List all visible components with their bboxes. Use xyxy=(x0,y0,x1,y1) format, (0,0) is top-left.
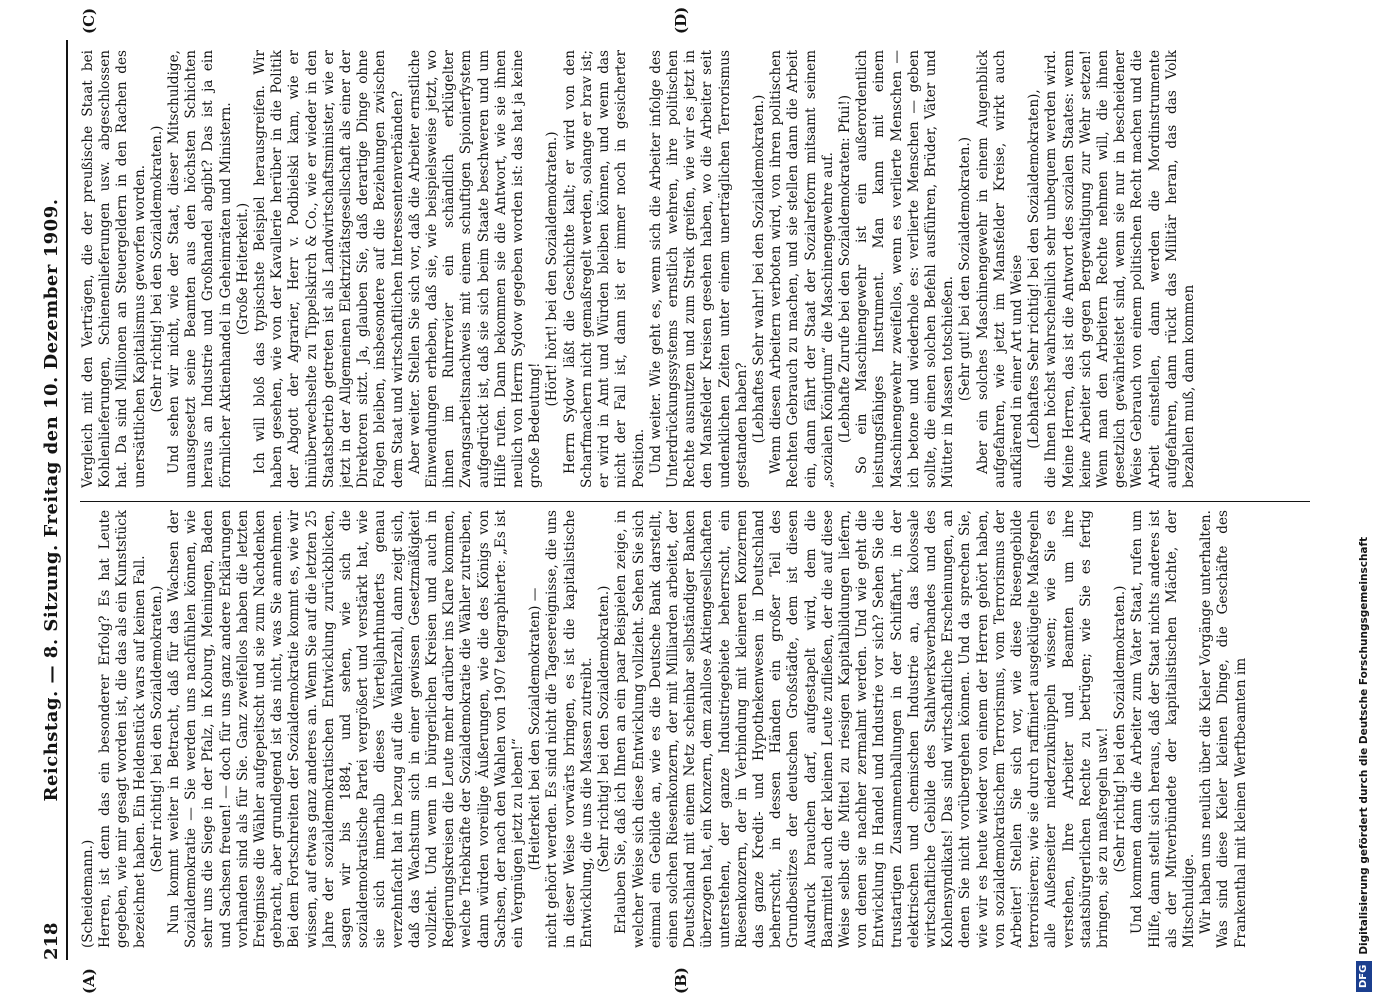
paragraph: Und weiter. Wie geht es, wenn sich die Arbeiter infolge des Unterdrückungssystems ernstlich wehren, ihre politischen Rechte ausnutzen und zum Streik greifen, wie wir es jetzt in den Mansfelder Kreisen gesehen haben, wo die Arbeiter seit undenklichen Zeiten unter einem unerträglichen Terrorismus gestanden haben? xyxy=(647,50,750,488)
paragraph: Und sehen wir nicht, wie der Staat, dieser Mitschuldige, unausgesetzt seine Beamten aus den höchsten Schichten heraus an Industrie und Großhandel abgibt? Das ist ja ein förmlicher Aktienhandel in Geheimräten und Ministern. xyxy=(166,50,234,488)
left-column xyxy=(80,510,1310,948)
running-title: Reichstag. — 8. Sitzung. Freitag den 10. Dezember 1909. xyxy=(41,198,62,802)
margin-marker-a: (A) xyxy=(80,968,98,994)
digitization-credit xyxy=(1353,8,1375,992)
paragraph: Aber weiter. Stellen Sie sich vor, daß die Arbeiter ernstliche Einwendungen erheben, daß sie, wie beispielsweise jetzt, wo ihnen im Ruhrrevier ein schändlich erklügelter Zwangsarbeitsnachweis mit einem schuftigen Spionierfystem aufgedrückt ist, daß sie sich beim Staate beschweren und um Hilfe rufen. Dann bekommen sie die Antwort, wie sie ihnen neulich von Herrn Sydow gegeben worden ist: das hat ja keine große Bedeutung! xyxy=(406,50,544,488)
interjection: (Lebhafte Zurufe bei den Sozialdemokraten: Pfui!) xyxy=(836,94,853,444)
credit-text: Digitalisierung gefördert durch die Deutsche Forschungsgemeinschaft xyxy=(1358,536,1370,955)
interjection: (Sehr richtig! bei den Sozialdemokraten.) xyxy=(596,585,613,873)
page-number: 218 xyxy=(41,922,62,960)
paragraph: Herrn Sydow läßt die Geschichte kalt; er wird von den Scharfmachern nicht gemaßregelt werden, solange er brav ist; er wird in Amt und Würden bleiben können, und wenn das nicht der Fall ist, dann ist er immer noch in gesicherter Position. xyxy=(561,50,647,488)
rotated-newspaper-page xyxy=(40,6,1320,994)
column-divider xyxy=(80,501,1310,502)
paragraph: die Ihnen höchst wahrscheinlich sehr unbequem werden wird. Meine Herren, das ist die Antwort des sozialen Staates: wenn keine Arbeiter sich gegen Bergewaltigung zur Wehr setzen! Wenn man den Arbeitern Rechte nehmen will, die ihnen gesetzlich gewährleistet sind, wenn sie nur in bescheidener Weise Gebrauch von einem politischen Recht machen und die Arbeit einstellen, dann werden die Mordinstrumente aufgefahren, dann rückt das Militär heran, das das Volk bezahlen muß, dann kommen xyxy=(1043,50,1197,488)
paragraph: Herren, ist denn das ein besonderer Erfolg? Es hat Leute gegeben, wie mir gesagt worden ist, die das als ein Kunststück bezeichnet haben. Ein Heldenstück wars auf keinen Fall. xyxy=(97,510,148,948)
paragraph: nicht gehört werden. Es sind nicht die Tagesereignisse, die uns in dieser Weise vorwärts bringen, es ist die kapitalistische Entwicklung, die uns die Massen zutreibt. xyxy=(544,510,595,948)
paragraph: (Scheidemann.) xyxy=(80,839,96,948)
margin-marker-c: (C) xyxy=(80,7,98,34)
page-header xyxy=(40,40,68,960)
paragraph: So ein Maschinengewehr ist ein außerordentlich leistungsfähiges Instrument. Man kann mit einem Maschinengewehr zweifellos, wenn es verlierte Menschen — ich betone und wiederhole es: verlierte Menschen — geben sollte, die einen solchen Befehl ausführen, Brüder, Väter und Mütter in Massen totschießen. xyxy=(854,50,957,488)
paragraph: Und kommen dann die Arbeiter zum Vater Staat, rufen um Hilfe, dann stellt sich heraus, daß der Staat nichts anderes ist als der Mitverbündete der kapitalistischen Mächte, der Mitschuldige. xyxy=(1129,510,1197,948)
margin-marker-d: (D) xyxy=(672,6,690,34)
paragraph: Aber ein solches Maschinengewehr in einem Augenblick aufgefahren, wie jetzt im Mansfelder Kreise, wirkt auch aufklärend in einer Art und Weise xyxy=(974,50,1025,488)
interjection: (Lebhaftes Sehr richtig! bei den Sozialdemokraten), xyxy=(1026,89,1043,449)
interjection: (Sehr richtig! bei den Sozialdemokraten.) xyxy=(148,585,165,873)
dfg-logo: DFG xyxy=(1356,961,1372,992)
paragraph: Vergleich mit den Verträgen, die der preußische Staat bei Kohlenlieferungen, Schienenlieferungen usw. abgeschlossen hat. Da sind Millionen an Steuergeldern in den Rachen des unersättlichen Kapitalismus geworfen worden. xyxy=(80,50,148,488)
interjection: (Lebhaftes Sehr wahr! bei den Sozialdemokraten.) xyxy=(750,94,767,444)
interjection: (Große Heiterkeit.) xyxy=(234,202,251,336)
paragraph: Wir haben uns neulich über die Kieler Vorgänge unterhalten. Was sind diese Kieler kleinen Dinge, die Geschäfte des Frankenthal mit kleinen Werftbeamten im xyxy=(1198,510,1249,948)
interjection: (Sehr gut! bei den Sozialdemokraten.) xyxy=(957,136,974,402)
paragraph: Ich will bloß das typischste Beispiel herausgreifen. Wir haben gesehen, wie von der Kavallerie herüber in die Politik der Abgott der Agrarier, Herr v. Podbielski kam, wie er hinüberwechselte zu Tippelskirch & Co., wie er wieder in den Staatsbetrieb getreten ist als Landwirtschaftsminister, wie er jetzt in der Allgemeinen Elektrizitätsgesellschaft als einer der Direktoren sitzt. Ja, glauben Sie, daß derartige Dinge ohne Folgen bleiben, insbesondere auf die Beziehungen zwischen dem Staat und wirtschaftlichen Interessentenverbänden? xyxy=(252,50,406,488)
interjection: (Sehr richtig! bei den Sozialdemokraten.) xyxy=(1112,585,1129,873)
interjection: (Hört! hört! bei den Sozialdemokraten.) xyxy=(544,131,561,407)
interjection: (Sehr richtig! bei den Sozialdemokraten.) xyxy=(148,125,165,413)
paragraph: Nun kommt weiter in Betracht, daß für das Wachsen der Sozialdemokratie — Sie werden uns nachfühlen können, wie sehr uns die Siege in der Pfalz, in Koburg, Meiningen, Baden und Sachsen freuen! — doch für uns ganz andere Erklärungen vorhanden sind als für Sie. Ganz zweifellos haben die letzten Ereignisse die Wähler aufgepeitscht und sie zum Nachdenken gebracht, aber grundlegend ist das nicht, was Sie annehmen. Bei dem Fortschreiten der Sozialdemokratie kommt es, wie wir wissen, auf etwas ganz anderes an. Wenn Sie auf die letzten 25 Jahre der sozialdemokratischen Entwicklung zurückblicken, sagen wir bis 1884, und sehen, wie sich die sozialdemokratische Partei vergrößert und verstärkt hat, wie sie sich innerhalb dieses Vierteljahrhunderts genau verzehnfacht hat in bezug auf die Wählerzahl, dann zeigt sich, daß das Wachstum sich in einer gewissen Gesetzmäßigkeit vollzieht. Und wenn in bürgerlichen Kreisen und auch in Regierungskreisen die Leute mehr darüber ins Klare kommen, welche Triebkräfte der Sozialdemokratie die Wähler zutreiben, dann würden voreilige Äußerungen, wie die des Königs von Sachsen, der nach den Wahlen von 1907 telegraphierte: „Es ist ein Vergnügen jetzt zu leben!“ xyxy=(166,510,527,948)
right-column xyxy=(80,50,1310,488)
margin-marker-b: (B) xyxy=(672,967,690,994)
paragraph: Erlauben Sie, daß ich Ihnen an ein paar Beispielen zeige, in welcher Weise sich diese Entwicklung vollzieht. Sehen Sie sich einmal ein Gebilde an, wie es die Deutsche Bank darstellt, einen solchen Riesenkonzern, der mit Milliarden arbeitet, der Deutschland mit einem Netz scheinbar selbständiger Banken überzogen hat, ein Konzern, dem zahllose Aktiengesellschaften unterstehen, der ganze Industriegebiete beherrscht, ein Riesenkonzern, der in Verbindung mit kleineren Konzernen das ganze Kredit- und Hypothekenwesen in Deutschland beherrscht, in dessen Händen ein großer Teil des Grundbesitzes der deutschen Großstädte, dem ist diesen Ausdruck brauchen darf, aufgestapelt wird, dem die Baarmittel auch der kleinen Leute zufließen, der die auf diese Weise selbst die Mittel zu riesigen Kapitalbildungen liefern, von denen sie nachher zermalmt werden. Und wie geht die Entwicklung in Handel und Industrie vor sich? Sehen Sie die trustartigen Zusammenballungen in der Schiffahrt, in der elektrischen und chemischen Industrie an, das kolossale wirtschaftliche Gebilde des Stahlwerksverbandes und des Kohlensyndikats! Das sind wirtschaftliche Erscheinungen, an denen Sie nicht vorübergehen können. Und da sprechen Sie, wie wir es heute wieder von einem der Herren gehört haben, von sozialdemokratischem Terrorismus, vom Terrorismus der Arbeiter! Stellen Sie sich vor, wie diese Riesengebilde terrorisieren; wie sie durch raffiniert ausgeklügelte Maßregeln alle Außenseiter niederzuknüppeln wissen; wie Sie es verstehen, Ihre Arbeiter und Beamten um ihre staatsbürgerlichen Rechte zu betrügen; wie Sie es fertig bringen, sie zu maßregeln usw.! xyxy=(613,510,1111,948)
interjection: (Heiterkeit bei den Sozialdemokraten) — xyxy=(527,587,544,871)
paragraph: Wenn diesen Arbeitern verboten wird, von ihren politischen Rechten Gebrauch zu machen, und sie stellen dann die Arbeit ein, dann fährt der Staat der Sozialreform mitsamt seinem „sozialen Königtum“ die Maschinengewehre auf. xyxy=(768,50,836,488)
